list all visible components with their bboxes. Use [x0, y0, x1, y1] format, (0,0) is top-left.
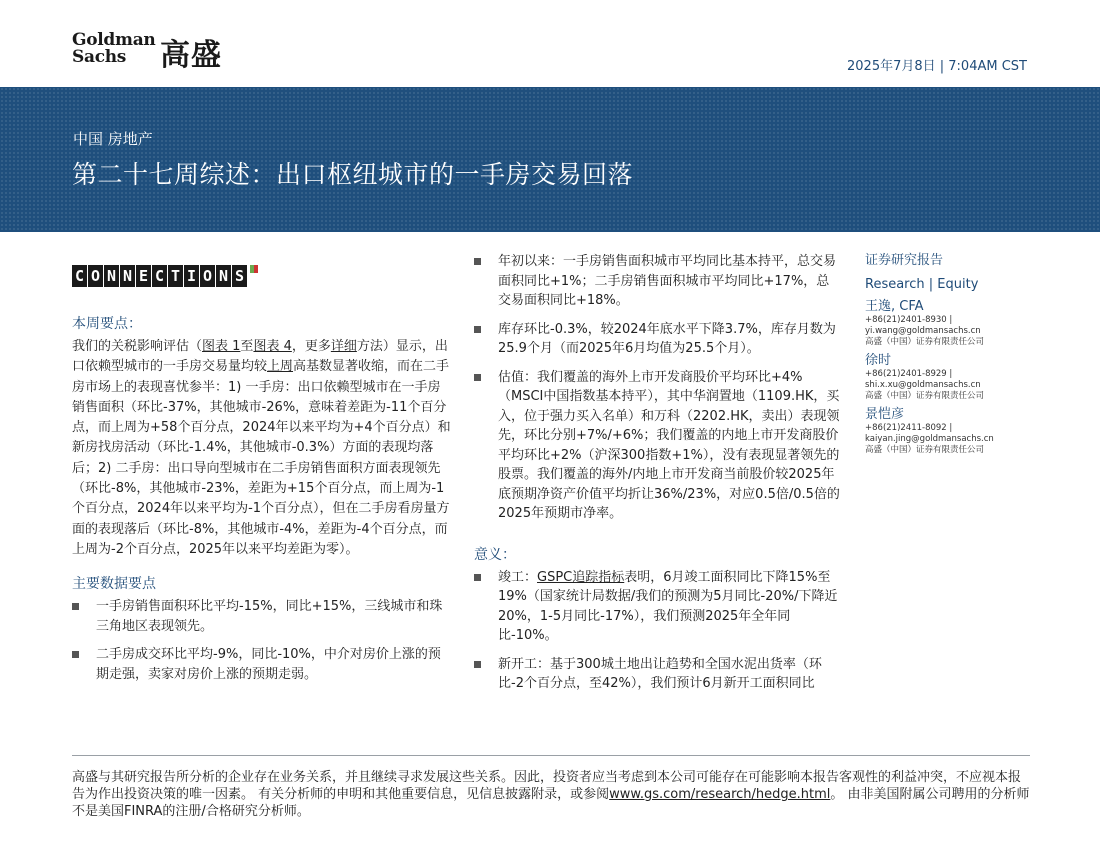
list-item-label: 竣工： — [498, 569, 538, 585]
text-run: 方法）显示，出口依赖型城市的一手房交易量均较 — [72, 339, 448, 375]
report-category: Research | Equity — [865, 277, 979, 292]
list-item-text: 库存环比-0.3%，较2024年底水平下降3.7%，库存月数为25.9个月（而2025年6月均值为25.5个月）。 — [498, 321, 836, 356]
analyst-name: 王逸, CFA — [865, 299, 924, 314]
analyst-firm: 高盛（中国）证券有限责任公司 — [865, 337, 985, 347]
bullet-square-icon — [474, 258, 481, 265]
list-item-text: 二手房成交环比平均-9%，同比-10%，中介对房价上涨的预期走强，卖家对房价上涨的预期走弱。 — [96, 647, 441, 682]
list-item — [72, 597, 452, 636]
connections-letter: N — [104, 265, 119, 287]
last-week-link[interactable]: 上周 — [267, 359, 294, 375]
analyst-email[interactable]: yi.wang@goldmansachs.cn — [865, 326, 981, 336]
connections-letter: C — [152, 265, 167, 287]
sector-label: 中国 房地产 — [73, 130, 153, 148]
connections-letter: I — [184, 265, 199, 287]
analyst-name: 景恺彦 — [865, 407, 905, 422]
summary-list — [474, 252, 842, 524]
exhibit-1-link[interactable]: 图表 1 — [202, 339, 241, 354]
list-item-text: 估值：我们覆盖的海外上市开发商股价平均环比+4%（MSCI中国指数基本持平），其中华润置地（1109.HK，买入，位于强力买入名单）和万科（2202.HK，卖出）表现领先，环比分别+7%/+6%；我们覆盖的内地上市开发商股价平均环比+2%（沪深300指数+1%），没有表现显著领先的股票。我们覆盖的海外/内地上市开发商当前股价较2025年底预期净资产价值平均折让36%/23%，对应0.5倍/0.5倍的2025年预期市净率。 — [498, 369, 840, 521]
weekly-heading: 本周要点： — [72, 316, 142, 332]
analyst-sidebar — [865, 252, 1035, 456]
analyst-email[interactable]: kaiyan.jing@goldmansachs.cn — [865, 434, 994, 444]
analyst-firm: 高盛（中国）证券有限责任公司 — [865, 445, 985, 455]
bullet-square-icon — [474, 374, 481, 381]
analyst-phone: +86(21)2401-8930 | — [865, 315, 953, 325]
disclosure-footer — [72, 769, 1032, 820]
list-item — [474, 252, 842, 311]
bullet-square-icon — [72, 603, 79, 610]
connections-letter: O — [200, 265, 215, 287]
implications-list — [474, 568, 842, 694]
footer-text: 高盛与其研究报告所分析的企业存在业务关系，并且继续寻求发展这些关系。因此，投资者应当考虑到本公司可能存在可能影响本报告客观性的利益冲突，不应视本报告为作出投资决策的唯一因素。 有关分析师的申明和其他重要信息，见信息披露附录，或参阅 — [72, 770, 1022, 802]
report-datetime: 2025年7月8日 | 7:04AM CST — [847, 59, 1027, 74]
connections-letter: O — [88, 265, 103, 287]
analyst-firm: 高盛（中国）证券有限责任公司 — [865, 391, 985, 401]
list-item-text: 年初以来：一手房销售面积城市平均同比基本持平，总交易面积同比+1%；二手房销售面积城市平均同比+17%，总交易面积同比+18%。 — [498, 254, 837, 308]
connections-dot-icon — [250, 265, 258, 273]
footer-text: 。 由非美国附属公司聘用的分析师不是美国FINRA的注册/合格研究分析师。 — [72, 787, 1030, 819]
analyst-email[interactable]: shi.x.xu@goldmansachs.cn — [865, 380, 981, 390]
logo-line-1: Goldman — [72, 30, 156, 50]
list-item-text: 基于300城土地出让趋势和全国水泥出货率（环比-2个百分点，至42%），我们预计6月新开工面积同比 — [498, 656, 822, 691]
report-type: 证券研究报告 — [865, 253, 944, 268]
connections-letter: S — [232, 265, 247, 287]
footer-divider — [72, 755, 1030, 756]
analyst-phone: +86(21)2411-8092 | — [865, 423, 953, 433]
list-item-label: 新开工： — [498, 656, 551, 672]
connections-letter: N — [216, 265, 231, 287]
key-data-list — [72, 597, 452, 684]
bullet-square-icon — [474, 326, 481, 333]
key-data-heading: 主要数据要点 — [72, 576, 156, 593]
left-column — [72, 315, 452, 693]
middle-column — [474, 252, 842, 703]
exhibit-4-link[interactable]: 图表 4 — [253, 339, 292, 354]
logo-chinese: 高盛 — [160, 38, 222, 73]
connections-letter: T — [168, 265, 183, 287]
list-item-text: 表明，6月竣工面积同比下降15%至19%（国家统计局数据/我们的预测为5月同比-20%/下降近20%，1-5月同比-17%），我们预测2025年全年同比-10%。 — [498, 569, 838, 643]
gspc-tracker-link[interactable]: GSPC追踪指标 — [537, 569, 625, 585]
connections-letter: N — [120, 265, 135, 287]
hedge-disclosure-link[interactable]: www.gs.com/research/hedge.html — [609, 787, 831, 802]
logo-line-2: Sachs — [72, 47, 127, 67]
bullet-square-icon — [72, 651, 79, 658]
goldman-sachs-logo — [72, 32, 158, 66]
text-run: 高基数显著收缩，而在二手房市场上的表现喜忧参半：1) 一手房：出口依赖型城市在一手房销售面积（环比-37%，其他城市-26%，意味着差距为-11个百分点，而上周为+58个百分点，2024年以来平均为+4个百分点）和新房找房活动（环比-1.4%，其他城市-0.3%）方面的表现均落后；2) 二手房：出口导向型城市在二手房销售面积方面表现领先（环比-8%，其他城市-23%，差距为+15个百分点，而上周为-1个百分点，2024年以来平均为-1个百分点），但在二手房看房量方面的表现落后（环比-8%，其他城市-4%，差距为-4个百分点，而上周为-2个百分点，2025年以来平均差距为零）。 — [72, 359, 451, 557]
list-item-text: 一手房销售面积环比平均-15%，同比+15%，三线城市和珠三角地区表现领先。 — [96, 599, 443, 634]
list-item — [72, 645, 452, 684]
analyst-card — [865, 352, 1035, 402]
list-item — [474, 320, 842, 359]
list-item — [474, 655, 842, 694]
details-link[interactable]: 详细 — [330, 339, 357, 354]
text-run: 我们的关税影响评估（ — [72, 339, 203, 354]
bullet-square-icon — [474, 661, 481, 668]
connections-letter: C — [72, 265, 87, 287]
report-title: 第二十七周综述：出口枢纽城市的一手房交易回落 — [72, 160, 634, 189]
connections-letter: E — [136, 265, 151, 287]
connections-logo — [72, 265, 258, 287]
analyst-name: 徐时 — [865, 353, 892, 368]
analyst-phone: +86(21)2401-8929 | — [865, 369, 953, 379]
text-run: ，更多 — [291, 339, 331, 354]
analyst-card — [865, 298, 1035, 348]
text-run: 至 — [240, 339, 254, 354]
analyst-card — [865, 406, 1035, 456]
bullet-square-icon — [474, 574, 481, 581]
list-item — [474, 568, 842, 646]
list-item — [474, 368, 842, 524]
weekly-paragraph — [72, 337, 452, 560]
implications-heading: 意义： — [474, 546, 516, 563]
